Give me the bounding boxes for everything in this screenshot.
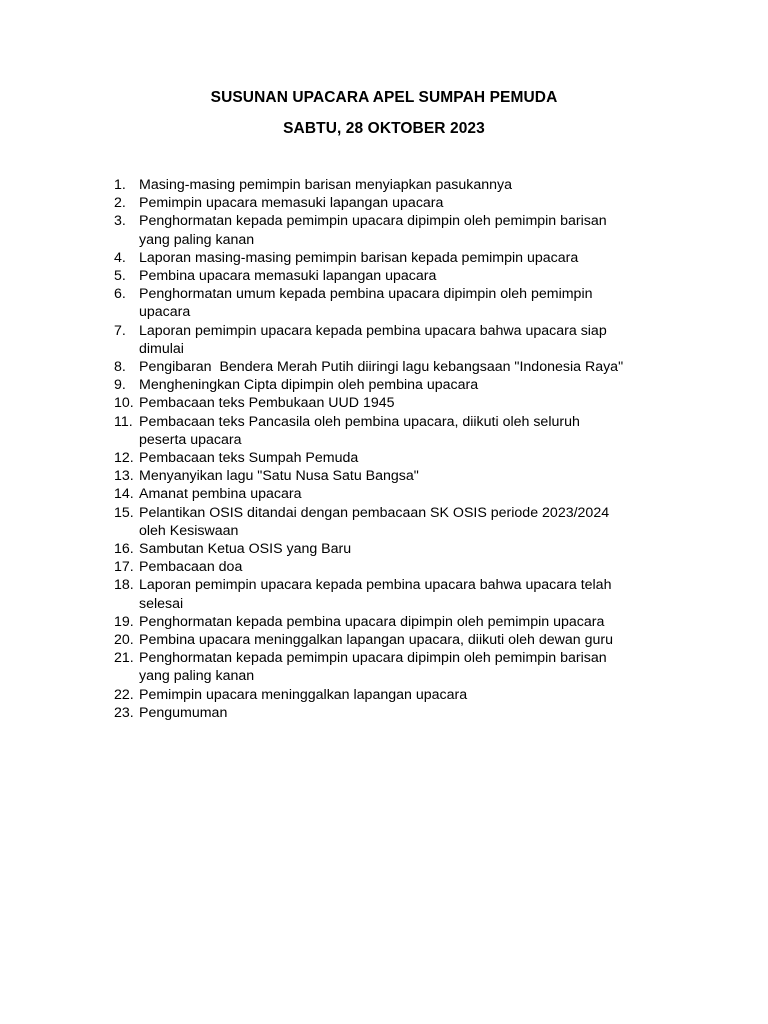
item-text-line: Pengibaran Bendera Merah Putih diiringi lagu kebangsaan "Indonesia Raya" — [139, 359, 624, 376]
item-number: 5. — [114, 268, 126, 285]
item-number: 21. — [114, 650, 134, 667]
item-text-line: Menyanyikan lagu "Satu Nusa Satu Bangsa" — [139, 468, 419, 485]
item-text-line: Pembacaan teks Sumpah Pemuda — [139, 450, 359, 467]
agenda-list — [114, 176, 714, 722]
item-number: 15. — [114, 504, 134, 521]
item-text-line: selesai — [139, 595, 184, 612]
item-text-line: Sambutan Ketua OSIS yang Baru — [139, 541, 352, 558]
list-item — [114, 194, 714, 212]
item-text-line: Penghormatan kepada pemimpin upacara dipimpin oleh pemimpin barisan — [139, 650, 607, 667]
item-text — [139, 376, 714, 394]
item-text — [139, 194, 714, 212]
list-item — [114, 176, 714, 194]
item-text-line: yang paling kanan — [139, 231, 255, 248]
item-text — [139, 322, 714, 358]
list-item — [114, 558, 714, 576]
item-number: 2. — [114, 195, 126, 212]
item-number: 10. — [114, 395, 134, 412]
item-number: 12. — [114, 450, 134, 467]
item-text — [139, 249, 714, 267]
list-item — [114, 704, 714, 722]
list-item — [114, 467, 714, 485]
item-number: 16. — [114, 541, 134, 558]
item-text — [139, 176, 714, 194]
item-text-line: Pembacaan doa — [139, 559, 243, 576]
item-text-line: yang paling kanan — [139, 668, 255, 685]
list-item — [114, 649, 714, 685]
list-item — [114, 249, 714, 267]
item-number: 17. — [114, 559, 134, 576]
list-item — [114, 576, 714, 612]
item-number: 4. — [114, 249, 126, 266]
item-text-line: Laporan pemimpin upacara kepada pembina upacara bahwa upacara siap — [139, 322, 607, 339]
item-number: 3. — [114, 213, 126, 230]
item-number: 9. — [114, 377, 126, 394]
item-text — [139, 540, 714, 558]
list-item — [114, 358, 714, 376]
list-item — [114, 504, 714, 540]
item-number: 8. — [114, 359, 126, 376]
list-item — [114, 613, 714, 631]
item-number: 6. — [114, 286, 126, 303]
list-item — [114, 285, 714, 321]
item-number: 11. — [114, 413, 133, 430]
item-text-line: Pembacaan teks Pancasila oleh pembina upacara, diikuti oleh seluruh — [139, 413, 580, 430]
item-text — [139, 449, 714, 467]
document-date: SABTU, 28 OKTOBER 2023 — [283, 120, 485, 137]
item-text-line: Pembina upacara memasuki lapangan upacara — [139, 268, 437, 285]
item-text — [139, 267, 714, 285]
item-text-line: Masing-masing pemimpin barisan menyiapkan pasukannya — [139, 177, 513, 193]
item-text-line: Pembacaan teks Pembukaan UUD 1945 — [139, 395, 395, 412]
list-item — [114, 686, 714, 704]
item-text-line: Mengheningkan Cipta dipimpin oleh pembina upacara — [139, 377, 479, 394]
item-text — [139, 558, 714, 576]
list-item — [114, 212, 714, 248]
item-text-line: Pengumuman — [139, 704, 228, 721]
list-item — [114, 413, 714, 449]
item-text — [139, 631, 714, 649]
item-text — [139, 467, 714, 485]
list-item — [114, 485, 714, 503]
list-item — [114, 376, 714, 394]
list-item — [114, 394, 714, 412]
item-number: 23. — [114, 704, 134, 721]
list-item — [114, 449, 714, 467]
item-text-line: Amanat pembina upacara — [139, 486, 302, 503]
item-text-line: dimulai — [139, 340, 184, 357]
item-text-line: Laporan pemimpin upacara kepada pembina upacara bahwa upacara telah — [139, 577, 612, 594]
list-item — [114, 540, 714, 558]
item-text — [139, 413, 714, 449]
item-text-line: Pembina upacara meninggalkan lapangan upacara, diikuti oleh dewan guru — [139, 632, 614, 649]
item-text — [139, 358, 714, 376]
item-text-line: oleh Kesiswaan — [139, 522, 239, 539]
list-item — [114, 267, 714, 285]
item-text-line: Pemimpin upacara memasuki lapangan upacara — [139, 195, 444, 212]
item-number: 18. — [114, 577, 134, 594]
item-text — [139, 504, 714, 540]
document-title: SUSUNAN UPACARA APEL SUMPAH PEMUDA — [210, 89, 558, 106]
item-text — [139, 576, 714, 612]
item-text-line: Penghormatan umum kepada pembina upacara dipimpin oleh pemimpin — [139, 286, 593, 303]
item-number: 19. — [114, 613, 134, 630]
item-text-line: Penghormatan kepada pemimpin upacara dipimpin oleh pemimpin barisan — [139, 213, 607, 230]
item-text — [139, 686, 714, 704]
item-text-line: Pemimpin upacara meninggalkan lapangan upacara — [139, 686, 468, 703]
list-item — [114, 322, 714, 358]
item-text — [139, 394, 714, 412]
item-number: 20. — [114, 632, 134, 649]
item-text — [139, 212, 714, 248]
item-text — [139, 613, 714, 631]
item-number: 22. — [114, 686, 134, 703]
item-number: 14. — [114, 486, 134, 503]
item-text-line: Penghormatan kepada pembina upacara dipimpin oleh pemimpin upacara — [139, 613, 605, 630]
item-number: 7. — [114, 322, 126, 339]
item-text — [139, 485, 714, 503]
item-text-line: Pelantikan OSIS ditandai dengan pembacaan SK OSIS periode 2023/2024 — [139, 504, 610, 521]
item-text — [139, 649, 714, 685]
list-item — [114, 631, 714, 649]
item-number: 13. — [114, 468, 134, 485]
item-text — [139, 704, 714, 722]
item-text-line: Laporan masing-masing pemimpin barisan kepada pemimpin upacara — [139, 249, 579, 266]
item-number: 1. — [114, 177, 126, 193]
item-text-line: upacara — [139, 304, 191, 321]
item-text-line: peserta upacara — [139, 431, 242, 448]
item-text — [139, 285, 714, 321]
